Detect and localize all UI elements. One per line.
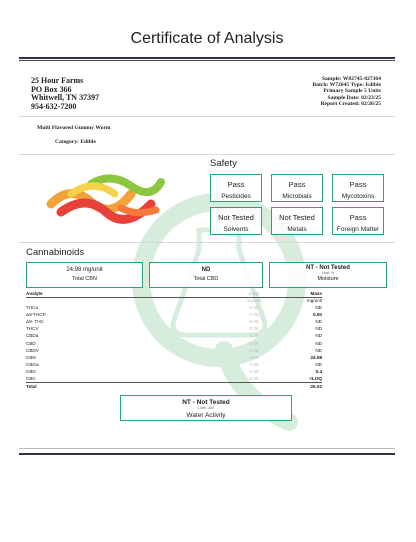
- water-activity-value: NT - Not Tested: [182, 399, 230, 406]
- lab-address-1: PO Box 366: [31, 84, 72, 94]
- sample-batch: Batch: W72645 Type: Edible: [312, 82, 381, 89]
- lab-address-2: Whitwell, TN 37397: [31, 93, 100, 103]
- analyte-cell: THCa: [26, 305, 38, 310]
- divider: [19, 116, 395, 117]
- summary-name: Moisture: [317, 276, 339, 282]
- summary-limit: Limit: %: [321, 271, 335, 275]
- water-activity-name: Water Activity: [186, 412, 226, 419]
- coa-page: [19, 0, 395, 542]
- safety-tile-metals: [271, 207, 323, 235]
- lab-phone: 954-632-7200: [31, 101, 77, 111]
- lab-name: 25 Hour Farms: [31, 76, 84, 85]
- safety-tile-mycotoxins: [332, 174, 384, 202]
- safety-result: Pass: [227, 180, 245, 189]
- page-title: Certificate of Analysis: [130, 30, 284, 47]
- analyte-cell: THCV: [26, 326, 39, 332]
- product-name: Multi Flavored Gummy Worm: [37, 125, 111, 131]
- safety-tile-pesticides: [210, 174, 262, 202]
- analyte-cell: CBC: [26, 376, 36, 381]
- summary-moisture: [269, 262, 387, 288]
- safety-heading: Safety: [210, 158, 237, 169]
- divider: [19, 242, 395, 243]
- safety-test-name: Foreign Matter: [336, 226, 380, 233]
- summary-name: Total CBN: [72, 276, 97, 282]
- gummy-worms-image: [31, 164, 171, 226]
- footer-rule: [19, 453, 395, 455]
- safety-tile-microbials: [271, 174, 323, 202]
- mass-cell: ND: [315, 340, 322, 346]
- safety-result: Not Tested: [218, 213, 254, 222]
- summary-name: Total CBD: [193, 276, 219, 282]
- loq-cell: 0.06: [249, 361, 259, 367]
- mass-cell: 0.4: [315, 368, 322, 374]
- header-rule-thin: [19, 60, 395, 61]
- sample-id: Sample: W82745-827364: [321, 76, 381, 82]
- col-analyte: Analyte: [26, 291, 43, 296]
- safety-test-name: Microbials: [282, 193, 312, 200]
- analyte-cell: Δ9-THCP: [26, 312, 46, 318]
- footer-rule-thin: [19, 448, 395, 449]
- analyte-cell: CBN: [26, 354, 36, 360]
- safety-test-name: Solvents: [223, 226, 249, 233]
- col-mass: Mass: [310, 291, 322, 296]
- safety-tile-foreign-matter: [332, 207, 384, 235]
- loq-cell: 0.06: [249, 354, 259, 360]
- report-created: Report Created: 02/26/25: [320, 100, 381, 107]
- mass-cell: ND: [315, 319, 322, 325]
- mass-cell: ND: [315, 361, 322, 367]
- analyte-cell: CBG: [26, 368, 36, 374]
- analyte-cell: CBGa: [26, 361, 39, 367]
- summary-total-cbn: [26, 262, 143, 288]
- summary-total-cbd: [149, 262, 263, 288]
- mass-cell: ND: [315, 347, 322, 353]
- loq-cell: 0.06: [249, 333, 259, 339]
- safety-test-name: Pesticides: [221, 193, 251, 200]
- safety-result: Pass: [349, 180, 367, 189]
- water-activity-limit: Limit: .aW: [198, 406, 214, 410]
- summary-value: NT - Not Tested: [306, 265, 350, 271]
- sample-primary: Primary Sample 5 Units: [323, 88, 381, 95]
- mass-cell: 24.98: [310, 354, 322, 360]
- header-rule: [19, 57, 395, 59]
- table-total-row: [26, 382, 322, 391]
- summary-value: 24.98 mg/unit: [66, 267, 103, 273]
- unit-loq: mg/unit: [246, 298, 262, 303]
- mass-cell: ND: [315, 333, 322, 339]
- safety-test-name: Metals: [287, 226, 307, 233]
- loq-cell: 0.06: [249, 376, 259, 381]
- mass-cell: 0.00: [313, 312, 322, 318]
- loq-cell: 0.06: [249, 326, 259, 332]
- product-category: Category: Edible: [55, 139, 96, 145]
- loq-cell: 0.06: [249, 340, 259, 346]
- analyte-cell: CBD: [26, 340, 36, 346]
- loq-cell: 0.06: [249, 305, 259, 310]
- analyte-cell: CBDV: [26, 347, 39, 353]
- mass-cell: ND: [315, 326, 322, 332]
- divider: [19, 154, 395, 155]
- unit-mass: mg/unit: [306, 298, 322, 303]
- safety-result: Pass: [288, 180, 306, 189]
- safety-tile-solvents: [210, 207, 262, 235]
- lab-info: [31, 77, 99, 111]
- loq-cell: 0.06: [249, 319, 259, 325]
- sample-date: Sample Date: 02/23/25: [327, 94, 381, 101]
- mass-cell: ND: [315, 305, 322, 310]
- analyte-cell: Δ9- THC: [26, 319, 44, 325]
- loq-cell: 0.06: [249, 347, 259, 353]
- cannabinoids-heading: Cannabinoids: [26, 247, 85, 258]
- water-activity-box: [120, 395, 292, 421]
- analyte-cell: CBDa: [26, 333, 39, 339]
- sample-meta: [312, 76, 381, 107]
- total-value: 25.02: [310, 384, 322, 389]
- summary-value: ND: [201, 267, 211, 273]
- col-loq: LOQ: [249, 291, 259, 296]
- safety-test-name: Mycotoxins: [341, 193, 375, 200]
- safety-result: Not Tested: [279, 213, 315, 222]
- loq-cell: 0.06: [249, 368, 259, 374]
- mass-cell: <LOQ: [309, 376, 322, 381]
- loq-cell: 0.06: [249, 312, 259, 318]
- safety-result: Pass: [349, 213, 367, 222]
- total-label: Total: [26, 384, 37, 389]
